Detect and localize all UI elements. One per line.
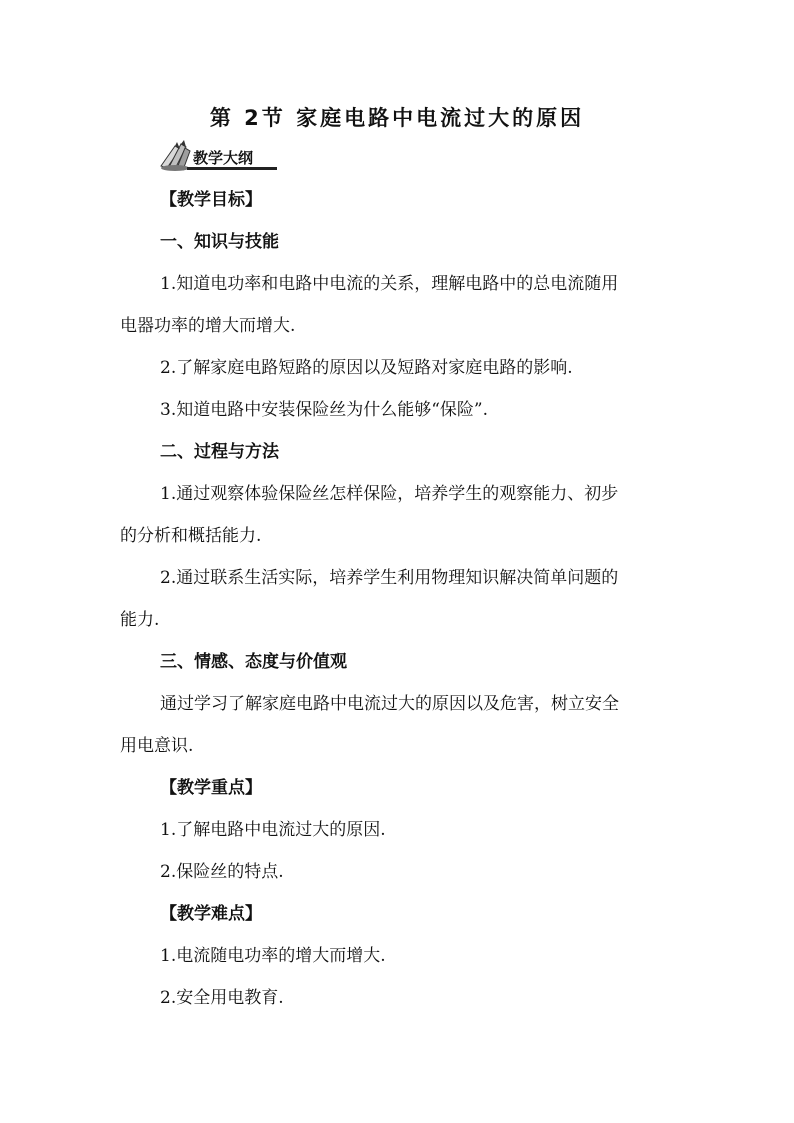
knowledge-item-1-line-1: 1.知道电功率和电路中电流的关系，理解电路中的总电流随用 [160,274,619,294]
emotion-item-line-2: 用电意识. [120,736,194,756]
knowledge-item-3: 3.知道电路中安装保险丝为什么能够“保险”. [160,400,489,420]
difficult-points-heading: 【教学难点】 [160,904,262,924]
emotion-heading: 三、情感、态度与价值观 [160,652,347,672]
difficult-point-1: 1.电流随电功率的增大而增大. [160,946,386,966]
section-banner [155,138,280,172]
knowledge-item-1-line-2: 电器功率的增大而增大. [120,316,296,336]
objectives-heading: 【教学目标】 [160,190,262,210]
process-item-1-line-1: 1.通过观察体验保险丝怎样保险，培养学生的观察能力、初步 [160,484,619,504]
knowledge-item-2: 2.了解家庭电路短路的原因以及短路对家庭电路的影响. [160,358,573,378]
banner-label: 教学大纲 [193,149,254,167]
key-point-1: 1.了解电路中电流过大的原因. [160,820,386,840]
process-item-2-line-2: 能力. [120,610,160,630]
page-title: 第 2节 家庭电路中电流过大的原因 [209,106,585,130]
process-item-1-line-2: 的分析和概括能力. [120,526,262,546]
key-points-heading: 【教学重点】 [160,778,262,798]
emotion-item-line-1: 通过学习了解家庭电路中电流过大的原因以及危害，树立安全 [160,694,619,714]
difficult-point-2: 2.安全用电教育. [160,988,284,1008]
knowledge-heading: 一、知识与技能 [160,232,279,252]
process-item-2-line-1: 2.通过联系生活实际，培养学生利用物理知识解决简单问题的 [160,568,619,588]
key-point-2: 2.保险丝的特点. [160,862,284,882]
process-heading: 二、过程与方法 [160,442,279,462]
